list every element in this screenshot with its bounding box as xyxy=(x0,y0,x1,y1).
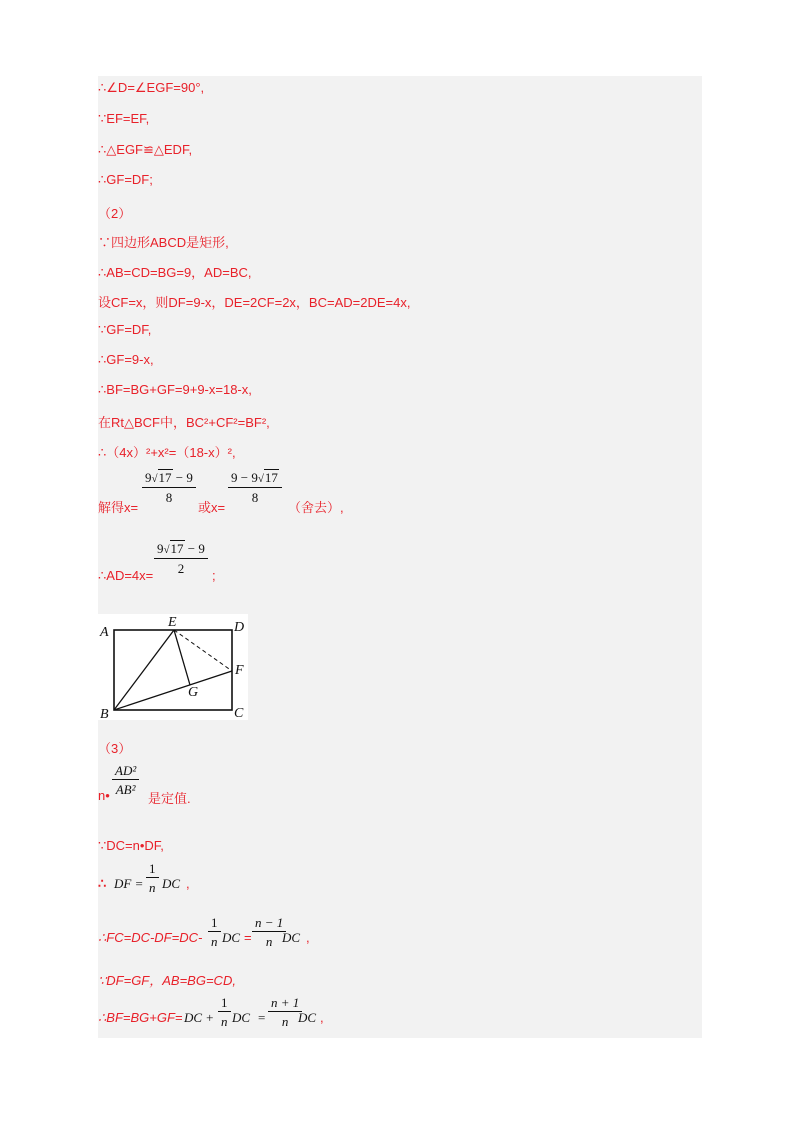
fraction-1-over-n-c: $\frac{1}{n}$ xyxy=(218,996,231,1028)
line-6: ∵四边形ABCD是矩形, xyxy=(98,235,229,250)
fraction-n-minus-1: $\frac{n - 1}{n}$ xyxy=(252,916,286,948)
line-9: ∵GF=DF, xyxy=(98,322,152,337)
line-19-lhs: DF = xyxy=(114,876,144,891)
line-19-suffix: , xyxy=(186,876,190,891)
line-22-dc-plus: DC + xyxy=(184,1010,215,1025)
line-4: ∴GF=DF; xyxy=(98,172,153,187)
line-3: ∴△EGF≌△EDF, xyxy=(98,142,193,157)
fraction-n-plus-1: $\frac{n + 1}{n}$ xyxy=(268,996,302,1028)
line-10: ∴GF=9-x, xyxy=(98,352,154,367)
line-8: 设CF=x，则DF=9-x，DE=2CF=2x，BC=AD=2DE=4x, xyxy=(98,295,411,310)
line-20-equals: = xyxy=(244,930,252,945)
part-3-label: （3） xyxy=(98,741,132,756)
line-20-prefix: ∴FC=DC-DF=DC- xyxy=(98,930,203,945)
line-20-suffix: , xyxy=(306,930,310,945)
line-13: ∴（4x）²+x²=（18-x）², xyxy=(98,445,236,460)
line-22-dc-2: DC xyxy=(298,1010,317,1025)
label-a: A xyxy=(100,625,109,640)
line-18: ∵DC=n•DF, xyxy=(98,838,164,853)
line-14-or: 或x= xyxy=(198,500,226,515)
line-1: ∴∠D=∠EGF=90°, xyxy=(98,80,205,95)
label-c: C xyxy=(234,706,244,720)
line-22-dc-1: DC xyxy=(232,1010,251,1025)
line-19-dc: DC xyxy=(162,876,181,891)
fraction-ad-over-ab: $\frac{\text{AD²}}{\text{AB²}}$ xyxy=(112,764,139,796)
line-15-suffix: ; xyxy=(212,568,216,583)
line-11: ∴BF=BG+GF=9+9-x=18-x, xyxy=(98,382,252,397)
fraction-1-over-n-b: $\frac{1}{n}$ xyxy=(208,916,221,948)
line-12: 在Rt△BCF中，BC²+CF²=BF², xyxy=(98,415,270,430)
label-d: D xyxy=(234,620,245,635)
fraction-root-2: $\frac{9 - 9√17}{8}$ xyxy=(228,471,282,504)
label-b: B xyxy=(100,707,109,720)
line-17-prefix: n• xyxy=(98,788,110,803)
line-14-prefix: 解得x= xyxy=(98,500,139,515)
line-20-dc-1: DC xyxy=(222,930,241,945)
line-17-suffix: 是定值. xyxy=(148,791,191,806)
fraction-ad-result: $\frac{9√17 - 9}{2}$ xyxy=(154,542,208,575)
line-22-equals: = xyxy=(258,1010,266,1025)
line-22-suffix: , xyxy=(320,1010,324,1025)
fraction-root-1: $\frac{9√17 - 9}{8}$ xyxy=(142,471,196,504)
label-g: G xyxy=(188,685,199,700)
part-2-label: （2） xyxy=(98,206,132,221)
line-22-prefix: ∴BF=BG+GF= xyxy=(98,1010,183,1025)
rectangle-figure xyxy=(98,614,248,720)
label-f: F xyxy=(235,663,244,678)
line-14-suffix: （舍去）, xyxy=(288,500,344,515)
label-e: E xyxy=(168,615,177,630)
line-15-prefix: ∴AD=4x= xyxy=(98,568,154,583)
line-2: ∵EF=EF, xyxy=(98,111,150,126)
line-7: ∴AB=CD=BG=9，AD=BC, xyxy=(98,265,252,280)
line-21: ∵DF=GF，AB=BG=CD, xyxy=(98,973,236,988)
line-19-prefix: ∴ xyxy=(98,876,107,891)
fraction-1-over-n-a: $\frac{1}{n}$ xyxy=(146,862,159,894)
line-20-dc-2: DC xyxy=(282,930,301,945)
